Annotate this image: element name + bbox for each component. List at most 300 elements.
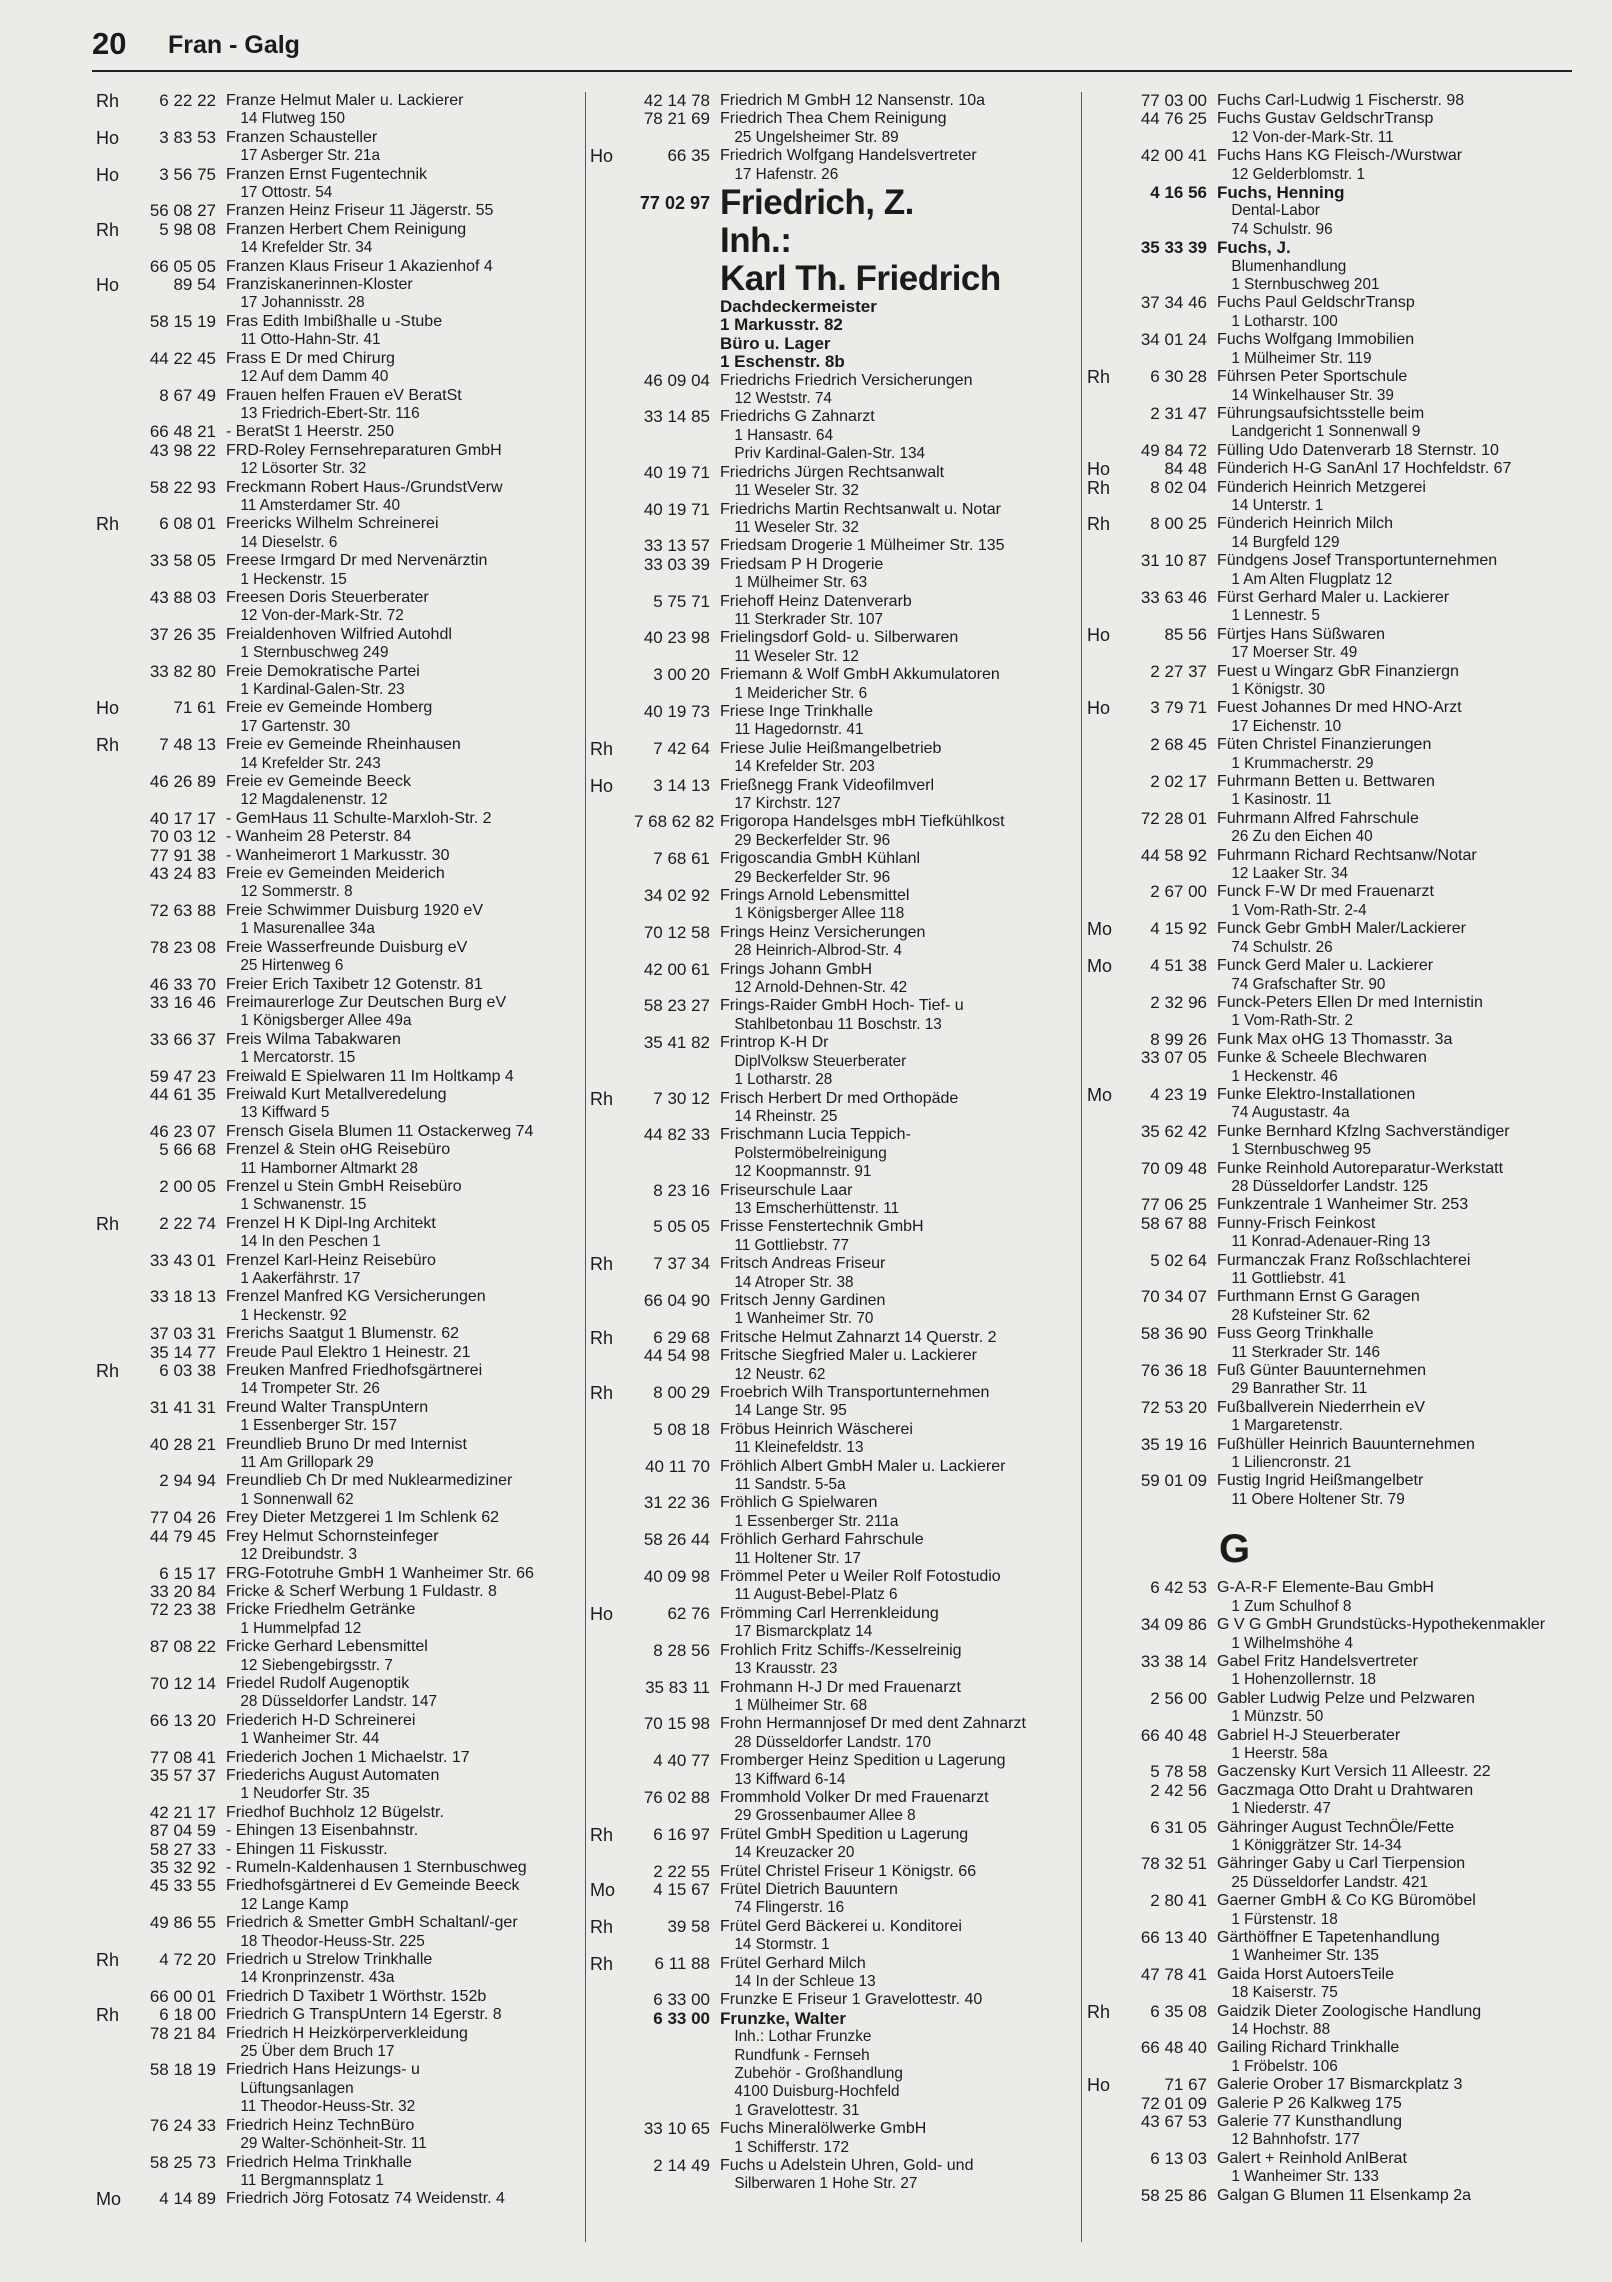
entry-address: 12 Sommerstr. 8: [240, 883, 353, 901]
entry-text: [720, 629, 1070, 666]
district-code: [1087, 1763, 1131, 1781]
district-code: [590, 629, 634, 666]
entry-name: Frass E Dr med Chirurg: [226, 349, 395, 367]
phone-number: 76 24 33: [149, 2115, 216, 2135]
entry-text: [1217, 699, 1567, 736]
entry-text: [226, 1675, 576, 1712]
district-code: [1087, 1616, 1131, 1653]
entry-address: 1 Wanheimer Str. 133: [1231, 2168, 1379, 2186]
district-code: [1087, 1782, 1131, 1819]
entry-address: 11 Am Grillopark 29: [240, 1454, 374, 1472]
district-code: [590, 408, 634, 463]
entry-address: 14 In den Peschen 1: [240, 1233, 381, 1251]
entry-name: Freiwald E Spielwaren 11 Im Holtkamp 4: [226, 1067, 514, 1085]
entry-text: [720, 372, 1070, 409]
entry-name: Frintrop K-H Dr: [720, 1034, 829, 1052]
entry-address: 12 Weststr. 74: [734, 390, 832, 408]
entry-name: Freude Paul Elektro 1 Heinestr. 21: [226, 1343, 471, 1361]
entry-name: Fuß Günter Bauunternehmen: [1217, 1362, 1427, 1380]
entry-text: [720, 1458, 1070, 1495]
entry-name: Fuest Johannes Dr med HNO-Arzt: [1217, 699, 1462, 717]
district-code: [590, 1789, 634, 1826]
phone-number: 43 98 22: [149, 440, 216, 460]
entry-name: Funk Max oHG 13 Thomasstr. 3a: [1217, 1030, 1453, 1048]
phone-number: 89 54: [173, 275, 216, 295]
entry-name: Fuhrmann Richard Rechtsanw/Notar: [1217, 846, 1477, 864]
phone-number: 6 33 00: [653, 2008, 710, 2028]
entry-text: [720, 1991, 1070, 2009]
entry-text: [226, 847, 576, 865]
phone-number: 59 47 23: [149, 1066, 216, 1086]
entry-text: [226, 129, 576, 166]
phone-number: 5 98 08: [159, 219, 216, 239]
directory-entry: [1087, 847, 1567, 884]
district-code: [1087, 1123, 1131, 1160]
entry-address: 12 Von-der-Mark-Str. 72: [240, 607, 404, 625]
entry-address: 1 Königsberger Allee 49a: [240, 1012, 412, 1030]
entry-name: Franze Helmut Maler u. Lackierer: [226, 92, 464, 109]
entry-address: 1 Wanheimer Str. 44: [240, 1730, 380, 1748]
district-code: [96, 2025, 140, 2062]
directory-entry: [1087, 552, 1567, 589]
phone-number: 37 34 46: [1140, 293, 1207, 313]
entry-name: Gaerner GmbH & Co KG Büromöbel: [1217, 1892, 1476, 1910]
district-code: [1087, 1399, 1131, 1436]
phone-number: 40 19 71: [643, 499, 710, 519]
directory-column-1: [96, 92, 576, 2209]
entry-name: Fuchs, Henning: [1217, 183, 1345, 203]
directory-entry: [96, 1068, 576, 1086]
phone-number: 2 67 00: [1150, 882, 1207, 902]
entry-name: Friemann & Wolf GmbH Akkumulatoren: [720, 666, 1000, 684]
entry-address: 1 Mülheimer Str. 119: [1231, 349, 1372, 367]
directory-entry: [590, 147, 1070, 184]
entry-text: [720, 593, 1070, 630]
entry-address: 17 Gartenstr. 30: [240, 717, 351, 735]
phone-number: 33 03 39: [643, 554, 710, 574]
entry-name: Frenzel H K Dipl-Ing Architekt: [226, 1214, 436, 1232]
phone-number: 37 26 35: [149, 624, 216, 644]
entry-text: [226, 2190, 576, 2208]
district-code: Rh: [96, 1213, 120, 1234]
district-code: Rh: [96, 2005, 120, 2026]
directory-entry: [96, 1215, 576, 1252]
phone-number: 33 13 57: [643, 536, 710, 556]
phone-number: 43 24 83: [149, 864, 216, 884]
entry-text: [1217, 2039, 1567, 2076]
district-code: [1087, 2113, 1131, 2150]
district-code: [96, 1841, 140, 1859]
entry-name: Furthmann Ernst G Garagen: [1217, 1288, 1420, 1306]
district-code: [1087, 810, 1131, 847]
entry-text: [226, 1362, 576, 1399]
entry-text: [1217, 2113, 1567, 2150]
district-code: [1087, 1819, 1131, 1856]
phone-number: 35 83 11: [645, 1677, 710, 1697]
entry-text: [226, 1859, 576, 1877]
entry-address: 12 Magdalenenstr. 12: [240, 791, 388, 809]
entry-address: Stahlbetonbau 11 Boschstr. 13: [734, 1015, 942, 1033]
entry-address: 14 Atroper Str. 38: [734, 1273, 854, 1291]
entry-name: Friederichs August Automaten: [226, 1766, 440, 1784]
entry-text: [720, 147, 1070, 184]
entry-name: Friedel Rudolf Augenoptik: [226, 1674, 410, 1692]
entry-text: [1217, 1215, 1567, 1252]
district-code: [96, 1509, 140, 1527]
phone-number: 31 22 36: [643, 1493, 710, 1513]
directory-entry: [96, 1252, 576, 1289]
phone-number: 76 02 88: [643, 1787, 710, 1807]
phone-number: 6 13 03: [1150, 2148, 1207, 2168]
entry-name: Funck Gebr GmbH Maler/Lackierer: [1217, 920, 1466, 938]
directory-entry: [96, 976, 576, 994]
entry-name: Freese Irmgard Dr med Nervenärztin: [226, 552, 488, 570]
entry-text: [226, 387, 576, 424]
entry-address: 13 Emscherhüttenstr. 11: [734, 1199, 900, 1217]
district-code: [590, 961, 634, 998]
district-code: [1087, 92, 1131, 110]
phone-number: 35 19 16: [1140, 1434, 1207, 1454]
district-code: [1087, 2150, 1131, 2187]
entry-text: [720, 1752, 1070, 1789]
district-code: [1087, 1727, 1131, 1764]
phone-number: 58 26 44: [643, 1530, 710, 1550]
entry-name: Freundlieb Bruno Dr med Internist: [226, 1435, 467, 1453]
entry-address: 14 Flutweg 150: [240, 110, 346, 128]
district-code: Ho: [96, 698, 120, 719]
entry-address: DiplVolksw Steuerberater: [734, 1052, 907, 1070]
directory-entry: [590, 924, 1070, 961]
entry-text: [720, 92, 1070, 110]
phone-number: 70 03 12: [149, 827, 216, 847]
entry-address: 11 Holtener Str. 17: [734, 1549, 861, 1567]
entry-detail: Zubehör - Großhandlung: [734, 2065, 903, 2083]
district-code: [1087, 1690, 1131, 1727]
phone-number: 37 03 31: [149, 1324, 216, 1344]
entry-name: Funck F-W Dr med Frauenarzt: [1217, 883, 1434, 901]
entry-text: [1217, 147, 1567, 184]
directory-entry: [96, 350, 576, 387]
phone-number: 87 04 59: [149, 1821, 216, 1841]
directory-entry: [590, 1826, 1070, 1863]
entry-text: [720, 887, 1070, 924]
entry-name: Franzen Heinz Friseur 11 Jägerstr. 55: [226, 202, 494, 220]
district-code: [590, 2120, 634, 2157]
directory-entry: [590, 372, 1070, 409]
entry-address: 12 Laaker Str. 34: [1231, 865, 1348, 883]
entry-name: Froebrich Wilh Transportunternehmen: [720, 1384, 990, 1401]
phone-number: 34 01 24: [1140, 330, 1207, 350]
entry-address: 11 Gottliebstr. 41: [1231, 1270, 1346, 1287]
entry-name: Friedrich M GmbH 12 Nansenstr. 10a: [720, 92, 985, 109]
entry-name: - Rumeln-Kaldenhausen 1 Sternbuschweg: [226, 1859, 527, 1876]
directory-entry: [96, 810, 576, 828]
district-code: [96, 1068, 140, 1086]
entry-address: 1 Sternbuschweg 95: [1231, 1141, 1371, 1159]
directory-entry: [1087, 1362, 1567, 1399]
phone-number: 72 23 38: [149, 1600, 216, 1620]
entry-text: [226, 1068, 576, 1086]
phone-number: 49 84 72: [1140, 440, 1207, 460]
entry-address: 14 Stormstr. 1: [734, 1936, 830, 1954]
phone-number: 35 14 77: [149, 1342, 216, 1362]
district-code: [590, 1292, 634, 1329]
entry-address: 14 Kronprinzenstr. 43a: [240, 1969, 395, 1987]
district-code: Rh: [96, 219, 120, 240]
district-code: [1087, 736, 1131, 773]
directory-entry: [96, 129, 576, 166]
entry-text: [226, 1178, 576, 1215]
directory-entry: [96, 1436, 576, 1473]
directory-entry: [590, 537, 1070, 555]
district-code: [590, 1531, 634, 1568]
entry-address: 14 Unterstr. 1: [1231, 496, 1324, 514]
phone-number: 77 06 25: [1140, 1195, 1207, 1215]
entry-address: 1 Sonnenwall 62: [240, 1490, 354, 1508]
district-code: Rh: [590, 1254, 614, 1275]
directory-entry: [590, 110, 1070, 147]
entry-text: [226, 1951, 576, 1988]
district-code: Rh: [96, 1950, 120, 1971]
phone-number: 58 27 33: [149, 1839, 216, 1859]
phone-number: 66 40 48: [1140, 1725, 1207, 1745]
entry-address: 1 Fröbelstr. 106: [1231, 2057, 1338, 2075]
entry-text: [720, 1494, 1070, 1531]
entry-address: 14 Krefelder Str. 34: [240, 239, 373, 257]
entry-text: [226, 1749, 576, 1767]
directory-entry: [590, 2120, 1070, 2157]
district-code: [96, 1344, 140, 1362]
phone-number: 78 21 84: [149, 2023, 216, 2043]
entry-name: Friedrich Hans Heizungs- u: [226, 2061, 420, 2079]
entry-text: [720, 961, 1070, 998]
entry-text: [226, 202, 576, 220]
phone-number: 8 00 29: [653, 1383, 710, 1402]
district-code: [96, 552, 140, 589]
directory-entry: [96, 1472, 576, 1509]
directory-entry: [96, 699, 576, 736]
directory-entry: [96, 1528, 576, 1565]
entry-text: [1217, 1616, 1567, 1653]
phone-number: 6 29 68: [653, 1327, 710, 1347]
directory-entry: [1087, 1892, 1567, 1929]
entry-address: 17 Eichenstr. 10: [1231, 717, 1342, 735]
directory-entry: [590, 464, 1070, 501]
district-code: [1087, 1579, 1131, 1616]
entry-address: 13 Friedrich-Ebert-Str. 116: [240, 404, 420, 422]
phone-number: 8 23 16: [653, 1180, 710, 1200]
entry-address: 1 Schifferstr. 172: [734, 2138, 849, 2156]
entry-text: [1217, 331, 1567, 368]
phone-number: 8 67 49: [159, 385, 216, 405]
entry-address: 1 Kasinostr. 11: [1231, 791, 1332, 809]
directory-entry: [1087, 1288, 1567, 1325]
entry-name: Fuchs Wolfgang Immobilien: [1217, 331, 1415, 349]
district-code: [1087, 1049, 1131, 1086]
phone-number: 77 08 41: [149, 1747, 216, 1767]
entry-address: 74 Schulstr. 26: [1231, 938, 1333, 956]
entry-name: Fuchs Hans KG Fleisch-/Wurstwar: [1217, 147, 1463, 165]
district-code: [96, 1141, 140, 1178]
directory-entry: [590, 1347, 1070, 1384]
phone-number: 45 33 55: [149, 1876, 216, 1896]
entry-detail: Dental-Labor: [1231, 202, 1320, 220]
directory-entry: [1087, 479, 1567, 516]
entry-address: 1 Masurenallee 34a: [240, 920, 375, 938]
phone-number: 77 91 38: [149, 845, 216, 865]
entry-address: 1 Am Alten Flugplatz 12: [1231, 570, 1393, 588]
phone-number: 35 32 92: [149, 1858, 216, 1877]
phone-number: 6 42 53: [1150, 1578, 1207, 1598]
district-code: [1087, 1966, 1131, 2003]
entry-name: Frömming Carl Herrenkleidung: [720, 1604, 939, 1622]
entry-text: [226, 1601, 576, 1638]
phone-number: 31 41 31: [149, 1397, 216, 1417]
entry-name: Fröhlich Gerhard Fahrschule: [720, 1531, 924, 1549]
directory-entry: [1087, 1031, 1567, 1049]
district-code: [590, 1679, 634, 1716]
phone-number: 6 22 22: [159, 91, 216, 110]
entry-address: 1 Fürstenstr. 18: [1231, 1910, 1338, 1928]
directory-entry: [590, 1090, 1070, 1127]
directory-entry: [590, 556, 1070, 593]
phone-number: 66 04 90: [643, 1290, 710, 1310]
entry-address: 1 Vom-Rath-Str. 2-4: [1231, 901, 1367, 919]
entry-address: Priv Kardinal-Galen-Str. 134: [734, 445, 925, 463]
entry-address: 1 Essenberger Str. 211a: [734, 1512, 899, 1530]
entry-text: [226, 350, 576, 387]
district-code: [96, 1472, 140, 1509]
district-code: [96, 202, 140, 220]
entry-name: Gaczensky Kurt Versich 11 Alleestr. 22: [1217, 1763, 1491, 1781]
district-code: [96, 1601, 140, 1638]
entry-name: Galgan G Blumen 11 Elsenkamp 2a: [1217, 2186, 1472, 2204]
entry-address: 14 Burgfeld 129: [1231, 533, 1340, 551]
district-code: [1087, 589, 1131, 626]
district-code: [96, 663, 140, 700]
district-code: [590, 1642, 634, 1679]
entry-name: Gaczmaga Otto Draht u Drahtwaren: [1217, 1781, 1474, 1799]
entry-text: [226, 1288, 576, 1325]
directory-entry: [1087, 2150, 1567, 2187]
district-code: [590, 813, 634, 850]
phone-number: 6 31 05: [1150, 1817, 1207, 1837]
entry-text: [1217, 1086, 1567, 1123]
district-code: Ho: [1087, 624, 1111, 645]
phone-number: 6 03 38: [159, 1361, 216, 1381]
district-code: [96, 1583, 140, 1601]
entry-address: 1 Aakerfährstr. 17: [240, 1270, 361, 1287]
entry-text: [226, 1399, 576, 1436]
entry-address: 11 Hagedornstr. 41: [734, 721, 864, 739]
district-code: Ho: [96, 164, 120, 185]
directory-entry: [1087, 184, 1567, 239]
entry-address: 11 Amsterdamer Str. 40: [240, 496, 401, 514]
entry-name: Fünderich Heinrich Milch: [1217, 515, 1394, 533]
directory-entry: [96, 736, 576, 773]
district-code: [590, 372, 634, 409]
phone-number: 5 08 18: [653, 1419, 710, 1439]
entry-name: Fröbus Heinrich Wäscherei: [720, 1420, 913, 1438]
entry-name: Funny-Frisch Feinkost: [1217, 1214, 1376, 1232]
phone-number: 2 00 05: [159, 1176, 216, 1196]
entry-text: [720, 1329, 1070, 1347]
phone-number: 3 14 13: [653, 775, 710, 795]
phone-number: 58 25 73: [149, 2152, 216, 2172]
entry-text: [226, 276, 576, 313]
entry-address: 1 Heerstr. 58a: [1231, 1744, 1328, 1762]
entry-text: [226, 166, 576, 203]
phone-number: 3 83 53: [159, 127, 216, 147]
entry-address: 1 Essenberger Str. 157: [240, 1417, 397, 1435]
district-code: [1087, 1252, 1131, 1289]
district-code: [1087, 663, 1131, 700]
directory-entry: [590, 1642, 1070, 1679]
directory-entry: [1087, 331, 1567, 368]
phone-number: 70 15 98: [643, 1714, 710, 1734]
entry-name: - Wanheimerort 1 Markusstr. 30: [226, 846, 450, 864]
entry-name: Fuchs Paul GeldschrTransp: [1217, 294, 1415, 312]
directory-entry: [1087, 1819, 1567, 1856]
district-code: Mo: [1087, 1084, 1113, 1105]
entry-text: [720, 537, 1070, 555]
entry-text: [226, 2006, 576, 2024]
entry-name: Friedsam Drogerie 1 Mülheimer Str. 135: [720, 537, 1005, 555]
entry-text: [1217, 1472, 1567, 1509]
entry-text: [1217, 2095, 1567, 2113]
entry-text: [720, 110, 1070, 147]
directory-entry: [1087, 626, 1567, 663]
entry-text: [226, 699, 576, 736]
entry-address: 1 Sternbuschweg 249: [240, 644, 389, 662]
entry-name: Funck-Peters Ellen Dr med Internistin: [1217, 993, 1483, 1011]
entry-text: [720, 850, 1070, 887]
directory-entry: [590, 2010, 1070, 2120]
district-code: [96, 387, 140, 424]
entry-name: Friehoff Heinz Datenverarb: [720, 592, 912, 610]
directory-entry: [1087, 2039, 1567, 2076]
entry-name: Galerie 77 Kunsthandlung: [1217, 2113, 1403, 2131]
directory-entry: [1087, 1727, 1567, 1764]
directory-entry: [96, 663, 576, 700]
district-code: [96, 1822, 140, 1840]
district-code: Rh: [590, 1953, 614, 1974]
phone-number: 39 58: [667, 1916, 710, 1936]
directory-entry: [96, 828, 576, 846]
entry-address: 1 Kardinal-Galen-Str. 23: [240, 681, 405, 698]
phone-number: 4 15 92: [1150, 919, 1207, 939]
entry-name: Frauen helfen Frauen eV BeratSt: [226, 386, 462, 404]
entry-text: [226, 736, 576, 773]
directory-entry: [1087, 239, 1567, 294]
directory-entry: [1087, 1472, 1567, 1509]
entry-address: 17 Asberger Str. 21a: [240, 147, 380, 165]
phone-number: 46 09 04: [643, 370, 710, 390]
entry-address: 17 Kirchstr. 127: [734, 795, 841, 812]
directory-entry: [96, 994, 576, 1031]
district-code: Rh: [1087, 2001, 1111, 2022]
entry-address: 12 Arnold-Dehnen-Str. 42: [734, 979, 908, 997]
entry-address: 1 Mülheimer Str. 68: [734, 1696, 868, 1714]
entry-address: 11 Obere Holtener Str. 79: [1231, 1490, 1405, 1508]
district-code: Ho: [96, 275, 120, 296]
entry-address: 1 Meidericher Str. 6: [734, 684, 868, 702]
entry-address: Landgericht 1 Sonnenwall 9: [1231, 423, 1421, 441]
entry-text: [1217, 294, 1567, 331]
entry-address: 18 Theodor-Heuss-Str. 225: [240, 1932, 425, 1950]
entry-name: Friedrich, Z.: [720, 183, 914, 223]
district-code: Mo: [590, 1879, 616, 1900]
